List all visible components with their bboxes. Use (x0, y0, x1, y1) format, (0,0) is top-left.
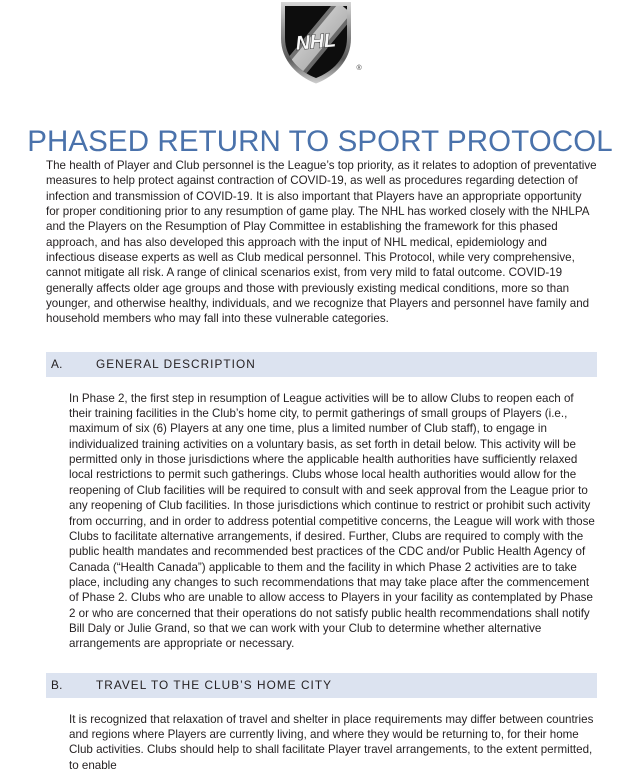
section-letter-b: B. (51, 678, 63, 693)
section-a-paragraph: In Phase 2, the first step in resumption of League activities will be to allow Clubs to reopen each of their training facilities in the Club’s home city, to permit gatherings of small groups of Players (i.e., maximum of six (6) Players at any one time, plus a limited number of Club staff), to engage in individualized training activities on a voluntary basis, as set forth in detail below. This activity will be permitted only in those jurisdictions where the applicable health authorities have sufficiently relaxed local restrictions to permit such gatherings. Clubs whose local health authorities would allow for the reopening of Club facilities will be required to consult with and seek approval from the League prior to any reopening of Club facilities. In those jurisdictions which continue to restrict or prohibit such activity from occurring, and in order to address potential competitive concerns, the League will work with those Clubs to facilitate alternative arrangements, if desired. Further, Clubs are required to comply with the public health mandates and recommended best practices of the CDC and/or Public Health Agency of Canada (“Health Canada”) applicable to them and the facility in which Phase 2 activities are to take place, including any changes to such recommendations that may take place after the commencement of Phase 2. Clubs who are unable to allow access to Players in your facility as contemplated by Phase 2 or who are concerned that their operations do not satisfy public health recommendations shall notify Bill Daly or Julie Grand, so that we can work with your Club to determine whether alternative arrangements are appropriate or necessary. (69, 391, 595, 651)
page-title: PHASED RETURN TO SPORT PROTOCOL (27, 125, 613, 158)
section-letter-a: A. (51, 357, 63, 372)
nhl-shield-logo (276, 0, 364, 86)
section-title-a: GENERAL DESCRIPTION (96, 357, 256, 372)
intro-paragraph: The health of Player and Club personnel is the League’s top priority, as it relates to adoption of preventative measures to help protect against contraction of COVID-19, as well as procedures regarding detection of infection and transmission of COVID-19. It is also important that Players have an appropriate opportunity for proper conditioning prior to any resumption of game play. The NHL has worked closely with the NHLPA and the Players on the Resumption of Play Committee in establishing the framework for this phased approach, and has also developed this approach with the input of NHL medical, epidemiology and infectious disease experts as well as Club medical personnel. This Protocol, while very comprehensive, cannot mitigate all risk. A range of clinical scenarios exist, from very mild to fatal outcome. COVID-19 generally affects older age groups and those with previously existing medical conditions, more so than younger, and otherwise healthy, individuals, and we recognize that Players and personnel have family and household members who may fall into these vulnerable categories. (46, 158, 597, 326)
section-b-paragraph: It is recognized that relaxation of travel and shelter in place requirements may differ between countries and regions where Players are currently living, and where they would be returning to, for their home Club activities. Clubs should help to shall facilitate Player travel arrangements, to the extent permitted, to enable (69, 712, 594, 772)
registered-mark-icon: ® (356, 65, 362, 72)
section-b-body (46, 712, 597, 773)
document-header-logo-band (0, 0, 640, 96)
section-a-body (46, 391, 597, 652)
section-title-b: TRAVEL TO THE CLUB’S HOME CITY (96, 678, 333, 693)
section-header-travel-to-home-city (46, 673, 597, 698)
nhl-wordmark: NHL (294, 29, 337, 55)
section-header-general-description (46, 352, 597, 377)
document-body (0, 158, 640, 773)
